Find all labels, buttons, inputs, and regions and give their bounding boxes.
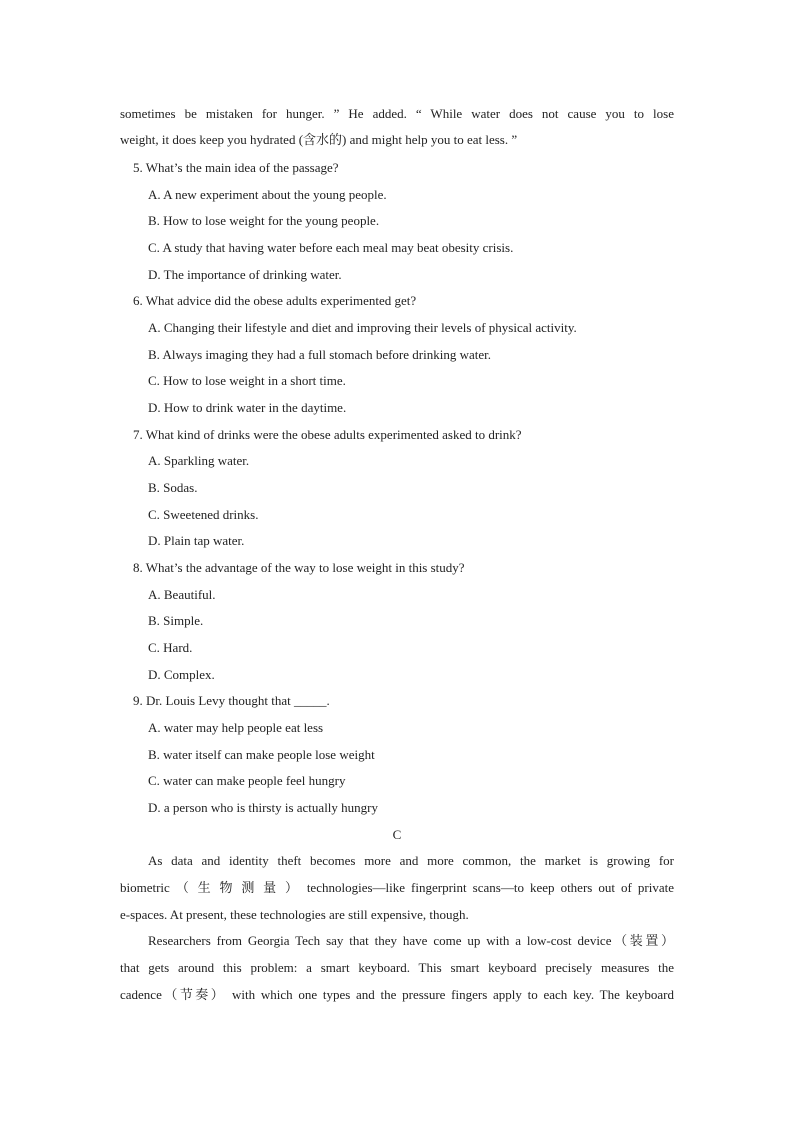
question-7-option-b: B. Sodas.: [148, 480, 198, 495]
question-9-option-a: A. water may help people eat less: [148, 720, 324, 735]
section-c-heading: C: [392, 827, 402, 842]
question-6-option-a: A. Changing their lifestyle and diet and improving their levels of physical activity.: [148, 320, 577, 335]
question-6-option-b: B. Always imaging they had a full stomach before drinking water.: [148, 347, 491, 362]
passage-text-line: weight, it does keep you hydrated (含水的) and might help you to eat less. ”: [120, 132, 518, 147]
question-7-stem: 7. What kind of drinks were the obese adults experimented asked to drink?: [133, 427, 522, 442]
section-c-paragraph-2-line: that gets around this problem: a smart keyboard. This smart keyboard precisely measures the: [120, 960, 674, 975]
question-7-option-a: A. Sparkling water.: [148, 453, 250, 468]
question-5-option-a: A. A new experiment about the young people.: [148, 187, 387, 202]
question-7-option-c: C. Sweetened drinks.: [148, 507, 259, 522]
section-c-paragraph-1-line: biometric （ 生 物 测 量 ） technologies—like fingerprint scans—to keep others out of private: [120, 880, 674, 895]
question-5-option-c: C. A study that having water before each meal may beat obesity crisis.: [148, 240, 514, 255]
question-9-option-b: B. water itself can make people lose weight: [148, 747, 375, 762]
section-c-paragraph-1-line: As data and identity theft becomes more and more common, the market is growing for: [148, 853, 674, 868]
question-9-option-d: D. a person who is thirsty is actually hungry: [148, 800, 378, 815]
section-c-paragraph-1-line: e-spaces. At present, these technologies are still expensive, though.: [120, 907, 469, 922]
section-c-paragraph-2-line: Researchers from Georgia Tech say that they have come up with a low-cost device（装置）: [148, 933, 674, 948]
question-6-option-c: C. How to lose weight in a short time.: [148, 373, 346, 388]
section-c-paragraph-2-line: cadence（节奏） with which one types and the pressure fingers apply to each key. The keyboard: [120, 987, 674, 1002]
question-8-option-a: A. Beautiful.: [148, 587, 216, 602]
question-8-option-b: B. Simple.: [148, 613, 204, 628]
question-5-option-b: B. How to lose weight for the young people.: [148, 213, 380, 228]
passage-text-line: sometimes be mistaken for hunger. ” He added. “ While water does not cause you to lose: [120, 106, 674, 121]
question-7-option-d: D. Plain tap water.: [148, 533, 245, 548]
question-8-option-d: D. Complex.: [148, 667, 215, 682]
question-5-option-d: D. The importance of drinking water.: [148, 267, 342, 282]
question-9-option-c: C. water can make people feel hungry: [148, 773, 346, 788]
question-6-option-d: D. How to drink water in the daytime.: [148, 400, 347, 415]
question-5-stem: 5. What’s the main idea of the passage?: [133, 160, 339, 175]
question-8-option-c: C. Hard.: [148, 640, 193, 655]
question-8-stem: 8. What’s the advantage of the way to lose weight in this study?: [133, 560, 465, 575]
question-9-stem: 9. Dr. Louis Levy thought that _____.: [133, 693, 330, 708]
question-6-stem: 6. What advice did the obese adults experimented get?: [133, 293, 417, 308]
